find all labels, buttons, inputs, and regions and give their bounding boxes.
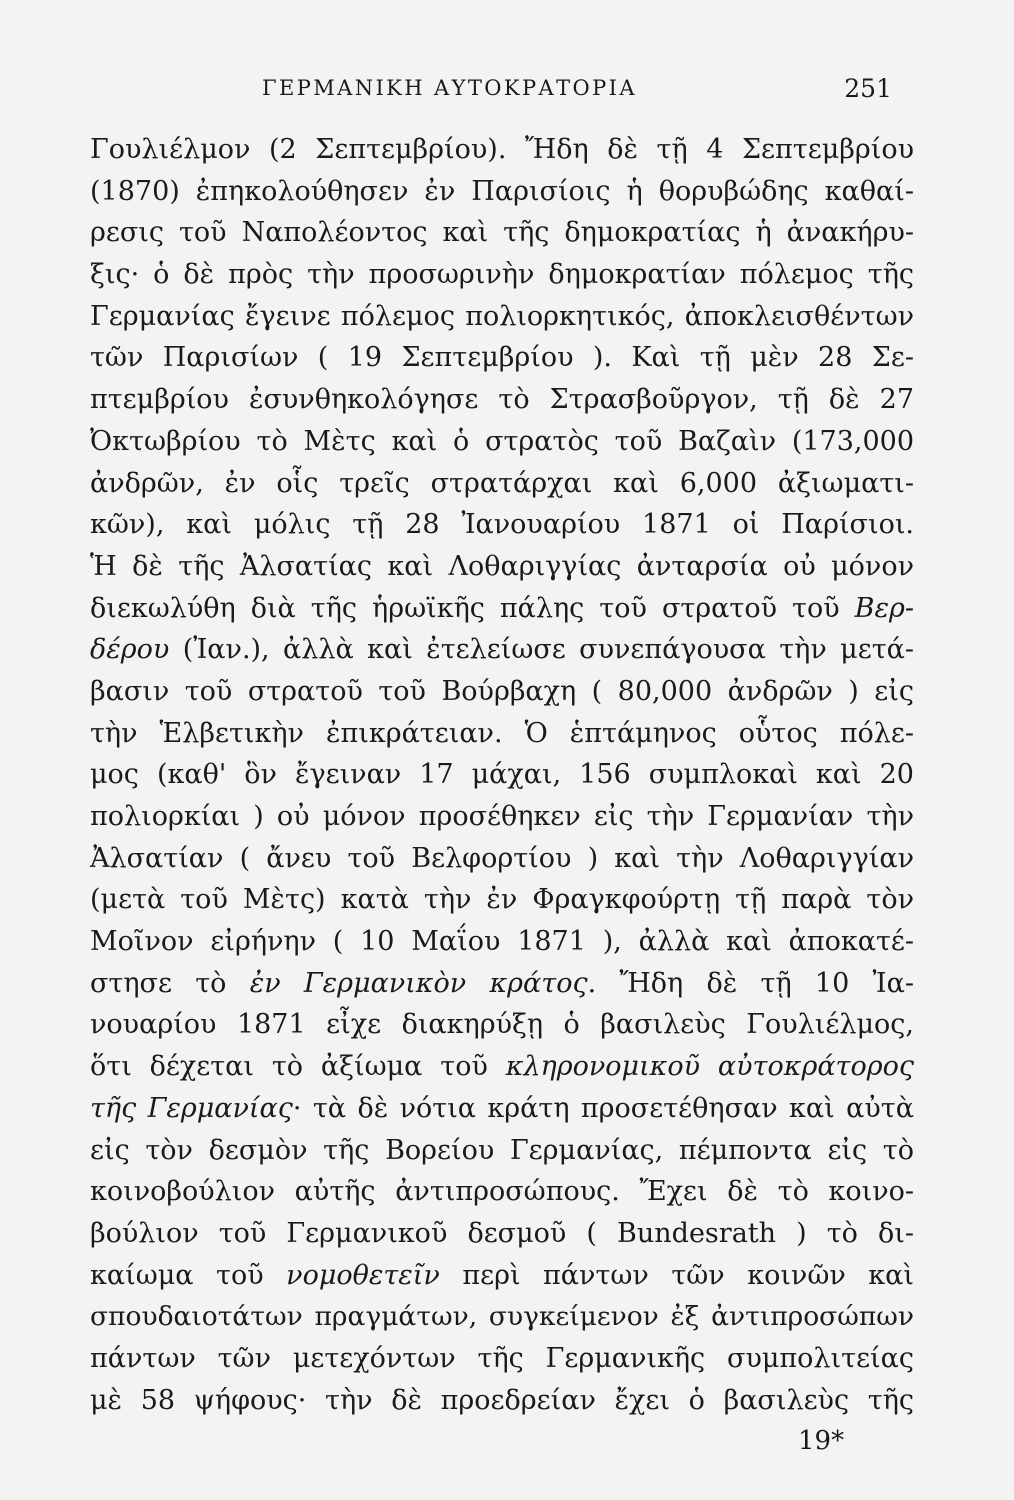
- text-line: [90, 379, 914, 421]
- text-segment: τὴν Ἑλβετικὴν ἐπικράτειαν. Ὁ ἑπτάμηνος οὗτος πόλε-: [90, 717, 914, 749]
- text-segment: πολιορκίαι ) οὐ μόνον προσέθηκεν εἰς τὴν Γερμανίαν τὴν: [90, 801, 914, 832]
- text-line: [90, 671, 914, 713]
- running-head: ΓΕΡΜΑΝΙΚΗ ΑΥΤΟΚΡΑΤΟΡΙΑ: [262, 76, 637, 100]
- text-segment: μος (καθ' ὃν ἔγειναν 17 μάχαι, 156 συμπλοκαὶ καὶ 20: [90, 759, 914, 791]
- text-segment: . Ἤδη δὲ τῇ 10 Ἰα-: [587, 967, 914, 999]
- text-segment: νουαρίου 1871 εἶχε διακηρύξῃ ὁ βασιλεὺς Γουλιέλμος,: [90, 1009, 914, 1041]
- text-line: [90, 796, 914, 838]
- italic-text: τῆς Γερμανίας: [90, 1092, 293, 1124]
- page-number: 251: [844, 74, 892, 103]
- text-line: [90, 463, 914, 505]
- text-segment: · τὰ δὲ νότια κράτη προσετέθησαν καὶ αὐτὰ: [292, 1092, 914, 1124]
- text-line: [90, 921, 914, 963]
- text-segment: μὲ 58 ψήφους· τὴν δὲ προεδρείαν ἔχει ὁ βασιλεὺς τῆς: [90, 1384, 914, 1416]
- body-text: [90, 129, 914, 1421]
- text-line: [90, 629, 914, 671]
- text-line: [90, 1296, 914, 1338]
- text-line: [90, 1380, 914, 1422]
- text-line: [90, 879, 914, 921]
- text-segment: στησε τὸ: [90, 967, 250, 999]
- text-line: [90, 296, 914, 338]
- text-segment: ὅτι δέχεται τὸ ἀξίωμα τοῦ: [90, 1051, 506, 1083]
- text-line: [90, 546, 914, 588]
- text-segment: βασιν τοῦ στρατοῦ τοῦ Βούρβαχη ( 80,000 ἀνδρῶν ) εἰς: [90, 675, 914, 707]
- text-line: [90, 1088, 914, 1130]
- text-segment: διεκωλύθη διὰ τῆς ἡρωϊκῆς πάλης τοῦ στρατοῦ τοῦ: [90, 592, 855, 624]
- text-line: [90, 504, 914, 546]
- text-line: [90, 1130, 914, 1172]
- text-segment: (1870) ἐπηκολούθησεν ἐν Παρισίοις ἡ θορυβώδης καθαί-: [90, 175, 914, 207]
- text-line: [90, 212, 914, 254]
- page-header: [262, 76, 892, 110]
- text-segment: περὶ πάντων τῶν κοινῶν καὶ: [439, 1259, 914, 1291]
- text-segment: Μοῖνον εἰρήνην ( 10 Μαΐου 1871 ), ἀλλὰ καὶ ἀποκατέ-: [90, 926, 914, 958]
- text-segment: ρεσις τοῦ Ναπολέοντος καὶ τῆς δημοκρατίας ἡ ἀνακήρυ-: [90, 217, 914, 249]
- signature-mark: 19*: [798, 1426, 845, 1456]
- text-segment: σπουδαιοτάτων πραγμάτων, συγκείμενον ἐξ ἀντιπροσώπων: [90, 1301, 914, 1333]
- text-line: [90, 1255, 914, 1297]
- text-segment: πάντων τῶν μετεχόντων τῆς Γερμανικῆς συμπολιτείας: [90, 1342, 914, 1374]
- text-segment: Ἡ δὲ τῆς Ἀλσατίας καὶ Λοθαριγγίας ἀνταρσία οὐ μόνον: [90, 550, 914, 582]
- text-line: [90, 1338, 914, 1380]
- italic-text: ἐν Γερμανικὸν κράτος: [249, 967, 588, 999]
- text-segment: εἰς τὸν δεσμὸν τῆς Βορείου Γερμανίας, πέμποντα εἰς τὸ: [90, 1134, 914, 1166]
- text-segment: Ἀλσατίαν ( ἄνευ τοῦ Βελφορτίου ) καὶ τὴν Λοθαριγγίαν: [90, 842, 914, 874]
- text-segment: ξις· ὁ δὲ πρὸς τὴν προσωρινὴν δημοκρατίαν πόλεμος τῆς: [90, 259, 914, 291]
- text-segment: κοινοβούλιον αὐτῆς ἀντιπροσώπους. Ἔχει δὲ τὸ κοινο-: [90, 1176, 914, 1208]
- text-line: [90, 838, 914, 880]
- text-line: [90, 129, 914, 171]
- text-segment: τῶν Παρισίων ( 19 Σεπτεμβρίου ). Καὶ τῇ μὲν 28 Σε-: [90, 342, 914, 374]
- text-segment: Ὀκτωβρίου τὸ Μὲτς καὶ ὁ στρατὸς τοῦ Βαζαὶν (173,000: [90, 425, 914, 457]
- text-segment: κῶν), καὶ μόλις τῇ 28 Ἰανουαρίου 1871 οἱ Παρίσιοι.: [90, 509, 914, 541]
- text-line: [90, 421, 914, 463]
- text-segment: (Ἰαν.), ἀλλὰ καὶ ἐτελείωσε συνεπάγουσα τὴν μετά-: [169, 634, 914, 666]
- text-segment: ἀνδρῶν, ἐν οἷς τρεῖς στρατάρχαι καὶ 6,000 ἀξιωματι-: [90, 467, 914, 499]
- italic-text: κληρονομικοῦ αὐτοκράτορος: [505, 1051, 914, 1083]
- text-line: [90, 1171, 914, 1213]
- italic-text: νομοθετεῖν: [286, 1259, 440, 1291]
- text-line: [90, 1004, 914, 1046]
- text-line: [90, 588, 914, 630]
- text-line: [90, 963, 914, 1005]
- text-segment: καίωμα τοῦ: [90, 1259, 287, 1291]
- text-segment: πτεμβρίου ἐσυνθηκολόγησε τὸ Στρασβοῦργον, τῇ δὲ 27: [90, 384, 914, 416]
- text-line: [90, 1213, 914, 1255]
- italic-text: δέρου: [90, 634, 170, 666]
- text-line: [90, 713, 914, 755]
- text-line: [90, 337, 914, 379]
- text-segment: (μετὰ τοῦ Μὲτς) κατὰ τὴν ἐν Φραγκφούρτῃ τῇ παρὰ τὸν: [90, 884, 914, 916]
- text-line: [90, 254, 914, 296]
- text-segment: Γουλιέλμον (2 Σεπτεμβρίου). Ἤδη δὲ τῇ 4 Σεπτεμβρίου: [90, 134, 914, 165]
- text-line: [90, 1046, 914, 1088]
- text-segment: Γερμανίας ἔγεινε πόλεμος πολιορκητικός, ἀποκλεισθέντων: [90, 300, 914, 332]
- text-line: [90, 171, 914, 213]
- italic-text: Βερ-: [854, 592, 914, 624]
- text-segment: βούλιον τοῦ Γερμανικοῦ δεσμοῦ ( Bundesrath ) τὸ δι-: [90, 1217, 914, 1249]
- text-line: [90, 754, 914, 796]
